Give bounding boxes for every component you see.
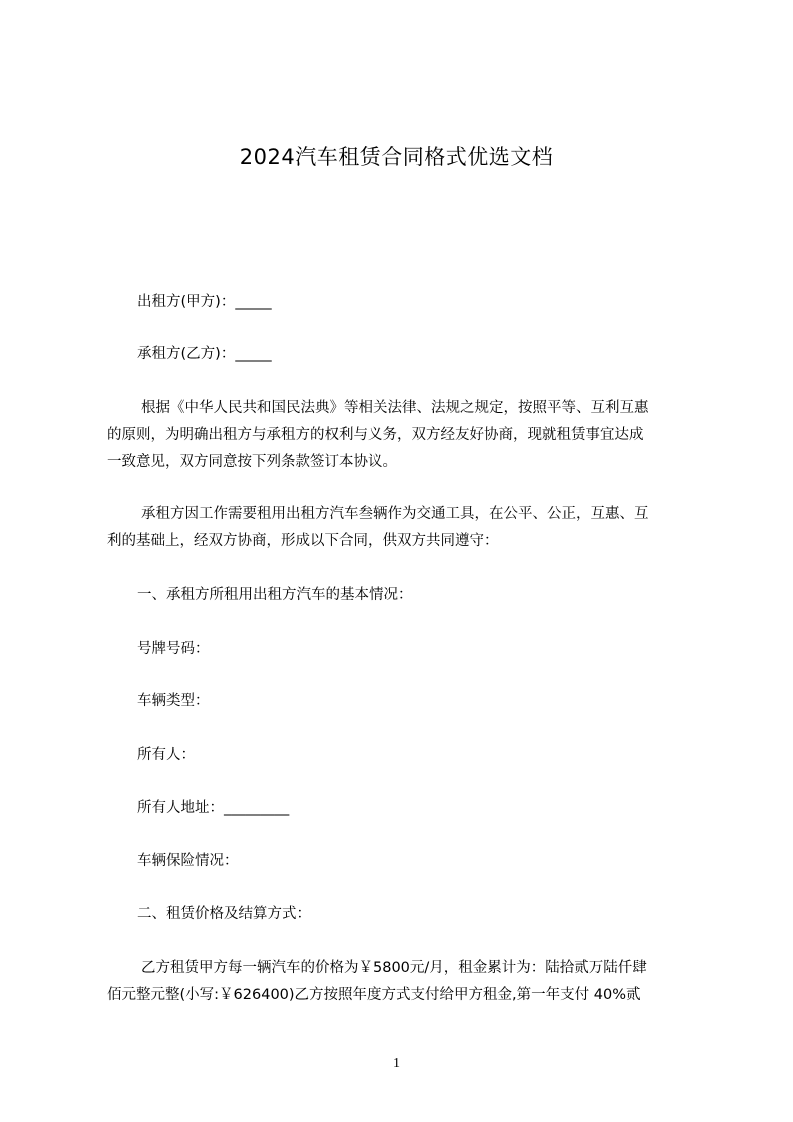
field-plate: 号牌号码： — [137, 641, 210, 657]
purpose-line-2: 利的基础上，经双方协商，形成以下合同，供双方共同遵守： — [107, 533, 499, 549]
price-line-1: 乙方租赁甲方每一辆汽车的价格为￥5800元/月，租金累计为：陆拾贰万陆仟肆 — [141, 960, 647, 976]
section1-heading: 一、承租方所租用出租方汽车的基本情况： — [137, 587, 413, 603]
field-owner: 所有人： — [137, 747, 195, 763]
page-number: 1 — [393, 1056, 400, 1071]
field-owner-address: 所有人地址：_________ — [137, 800, 290, 816]
preamble-line-3: 一致意见，双方同意按下列条款签订本协议。 — [107, 454, 397, 470]
purpose-line-1: 承租方因工作需要租用出租方汽车叁辆作为交通工具，在公平、公正，互惠、互 — [141, 506, 649, 522]
price-line-2: 佰元整元整(小写:￥626400)乙方按照年度方式支付给甲方租金,第一年支付 40%贰 — [107, 987, 641, 1003]
preamble-line-2: 的原则，为明确出租方与承租方的权利与义务，双方经友好协商，现就租赁事宜达成 — [107, 427, 644, 443]
preamble-line-1: 根据《中华人民共和国民法典》等相关法律、法规之规定，按照平等、互利互惠 — [141, 400, 649, 416]
lessee-line: 承租方(乙方)：_____ — [137, 346, 272, 362]
field-insurance: 车辆保险情况： — [137, 853, 239, 869]
lessor-line: 出租方(甲方)：_____ — [137, 294, 272, 310]
field-vehicle-type: 车辆类型： — [137, 693, 210, 709]
section2-heading: 二、租赁价格及结算方式： — [137, 906, 311, 922]
document-title: 2024汽车租赁合同格式优选文档 — [239, 145, 554, 169]
